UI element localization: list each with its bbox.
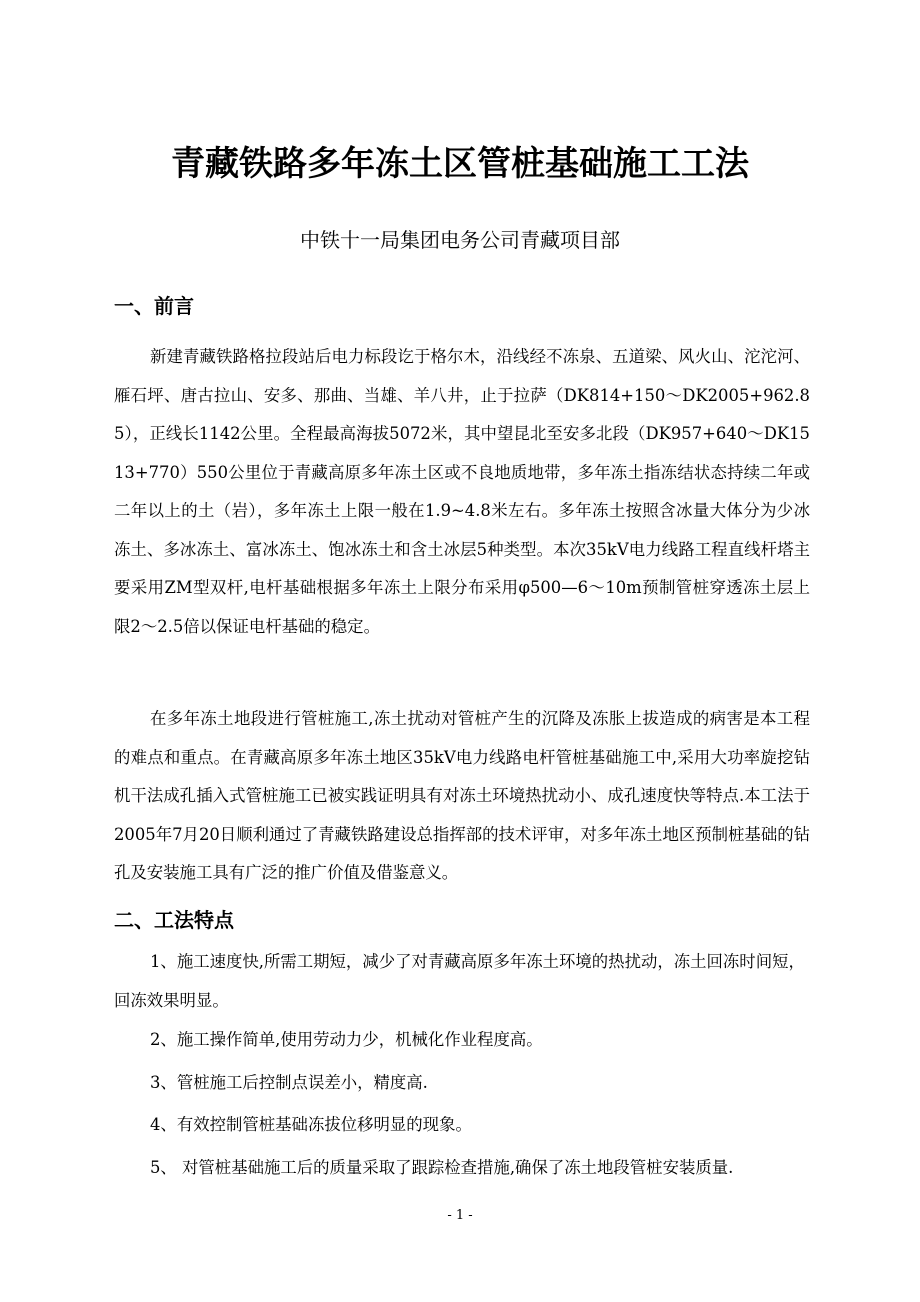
document-subtitle: 中铁十一局集团电务公司青藏项目部 bbox=[300, 228, 620, 252]
preface-paragraph-1: 新建青藏铁路格拉段站后电力标段讫于格尔木，沿线经不冻泉、五道梁、风火山、沱沱河、雁石坪、唐古拉山、安多、那曲、当雄、羊八井，止于拉萨（DK814+150～DK2005+962.85），正线长1142公里。全程最高海拔5072米，其中望昆北至安多北段（DK957+640～DK1513+770）550公里位于青藏高原多年冻土区或不良地质地带，多年冻土指冻结状态持续二年或二年以上的土（岩），多年冻土上限一般在1.9~4.8米左右。多年冻土按照含冰量大体分为少冰冻土、多冰冻土、富冰冻土、饱冰冻土和含土冰层5种类型。本次35kV电力线路工程直线杆塔主要采用ZM型双杆,电杆基础根据多年冻土上限分布采用φ500—6～10m预制管桩穿透冻土层上限2～2.5倍以保证电杆基础的稳定。 bbox=[114, 347, 810, 636]
feature-item-4: 4、有效控制管桩基础冻拔位移明显的现象。 bbox=[150, 1115, 472, 1134]
section-heading-preface: 一、前言 bbox=[114, 294, 194, 318]
document-title: 青藏铁路多年冻土区管桩基础施工工法 bbox=[171, 144, 749, 184]
page-number: - 1 - bbox=[447, 1208, 473, 1223]
feature-item-5: 5、 对管桩基础施工后的质量采取了跟踪检查措施,确保了冻土地段管桩安装质量. bbox=[150, 1158, 734, 1177]
section-heading-features: 二、工法特点 bbox=[114, 908, 234, 932]
feature-item-3: 3、管桩施工后控制点误差小，精度高. bbox=[150, 1073, 428, 1092]
feature-item-1: 1、施工速度快,所需工期短，减少了对青藏高原多年冻土环境的热扰动，冻土回冻时间短，回冻效果明显。 bbox=[114, 952, 805, 1010]
feature-item-2: 2、施工操作简单,使用劳动力少，机械化作业程度高。 bbox=[150, 1030, 543, 1049]
preface-paragraph-2: 在多年冻土地段进行管桩施工,冻土扰动对管桩产生的沉降及冻胀上拔造成的病害是本工程的难点和重点。在青藏高原多年冻土地区35kV电力线路电杆管桩基础施工中,采用大功率旋挖钻机干法成孔插入式管桩施工已被实践证明具有对冻土环境热扰动小、成孔速度快等特点.本工法于2005年7月20日顺利通过了青藏铁路建设总指挥部的技术评审，对多年冻土地区预制桩基础的钻孔及安装施工具有广泛的推广价值及借鉴意义。 bbox=[114, 709, 810, 882]
